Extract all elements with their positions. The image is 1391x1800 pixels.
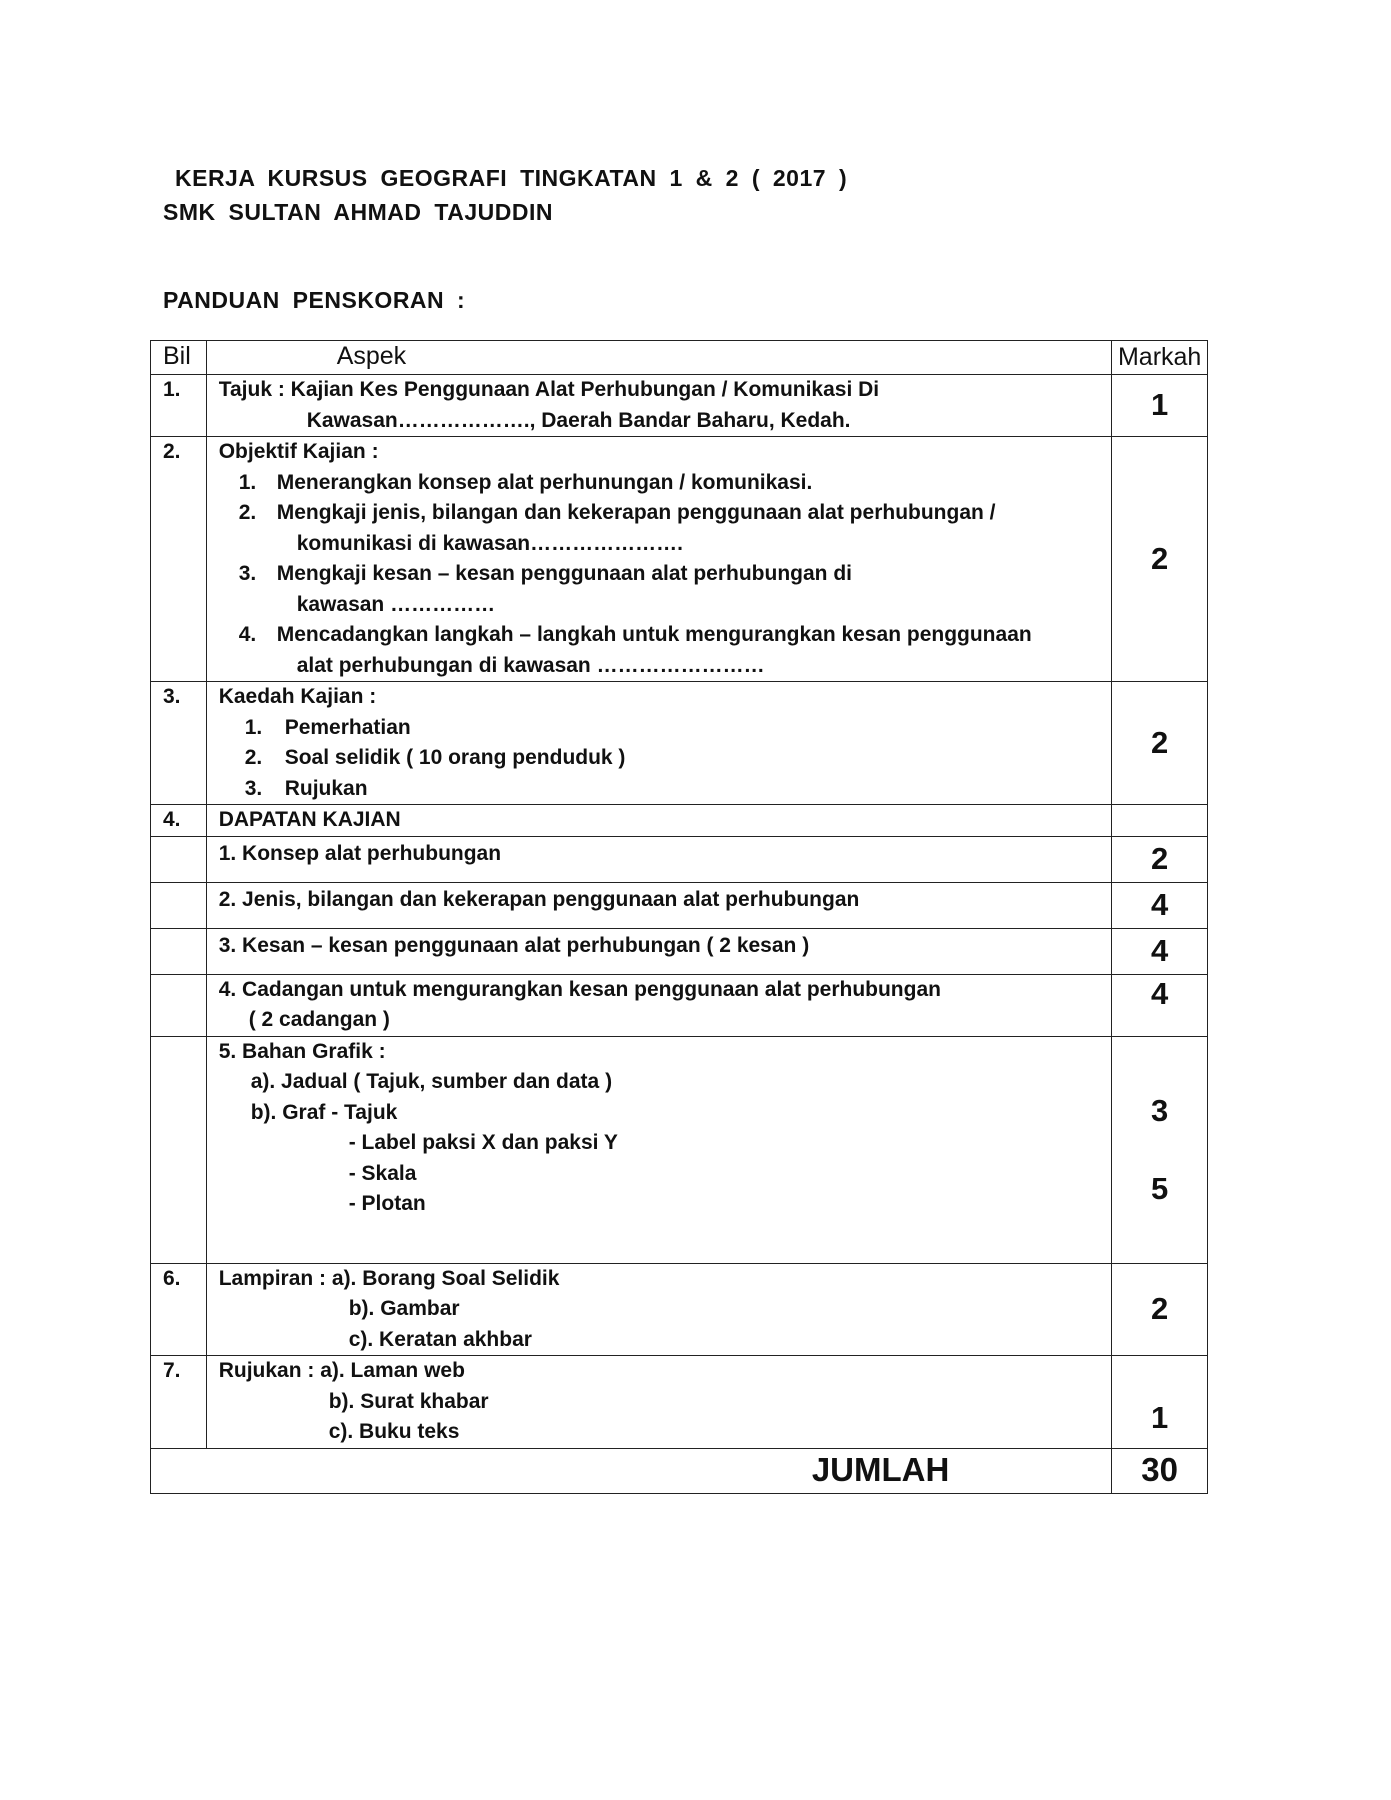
- row-mark: 5: [1151, 1170, 1169, 1206]
- row-number-empty: [151, 836, 207, 882]
- header-markah: Markah: [1112, 341, 1208, 375]
- row-number-empty: [151, 1036, 207, 1263]
- table-row: [151, 682, 1208, 805]
- row-number: 6.: [151, 1263, 207, 1356]
- aspect-line: ( 2 cadangan ): [248, 1008, 390, 1031]
- table-row: [151, 836, 1208, 882]
- row-mark: 2: [1112, 682, 1208, 805]
- document-title: KERJA KURSUS GEOGRAFI TINGKATAN 1 & 2 ( 2017 ): [175, 165, 848, 191]
- list-item-continuation: komunikasi di kawasan………………….: [296, 531, 683, 555]
- aspect-line: c). Keratan akhbar: [348, 1327, 532, 1351]
- list-item: 3. Rujukan: [244, 776, 368, 800]
- aspect-heading: Kaedah Kajian :: [218, 685, 377, 708]
- list-item: 2. Mengkaji jenis, bilangan dan kekerapan penggunaan alat perhubungan /: [238, 501, 996, 524]
- row-mark: 4: [1112, 928, 1208, 974]
- list-item: 3. Mengkaji kesan – kesan penggunaan alat perhubungan di: [238, 562, 852, 585]
- aspect-line: Rujukan : a). Laman web: [218, 1359, 465, 1382]
- aspect-line: 2. Jenis, bilangan dan kekerapan penggunaan alat perhubungan: [218, 887, 860, 911]
- row-aspect: [206, 1356, 1112, 1449]
- method-list: [219, 713, 1112, 805]
- row-number: 7.: [151, 1356, 207, 1449]
- row-mark-empty: [1112, 805, 1208, 837]
- aspect-line: Tajuk : Kajian Kes Penggunaan Alat Perhubungan / Komunikasi Di: [218, 378, 880, 401]
- row-number-empty: [151, 928, 207, 974]
- row-mark: 1: [1112, 1356, 1208, 1449]
- aspect-line: b). Surat khabar: [328, 1389, 489, 1413]
- row-mark: 2: [1112, 437, 1208, 682]
- row-number: 1.: [151, 375, 207, 437]
- header-bil: Bil: [151, 341, 207, 375]
- scoring-table: [150, 340, 1208, 1494]
- row-mark: 4: [1112, 882, 1208, 928]
- table-header-row: [151, 341, 1208, 375]
- row-aspect: [206, 974, 1112, 1036]
- objective-list: [219, 468, 1112, 682]
- table-row: [151, 882, 1208, 928]
- aspect-line: 1. Konsep alat perhubungan: [218, 841, 502, 865]
- row-mark: 2: [1112, 836, 1208, 882]
- aspect-heading: 5. Bahan Grafik :: [218, 1039, 386, 1063]
- row-aspect: [206, 882, 1112, 928]
- table-row: [151, 375, 1208, 437]
- aspect-line: a). Jadual ( Tajuk, sumber dan data ): [250, 1070, 613, 1093]
- aspect-line: b). Gambar: [348, 1297, 460, 1320]
- row-aspect: [206, 1036, 1112, 1263]
- aspect-line: 3. Kesan – kesan penggunaan alat perhubungan ( 2 kesan ): [218, 933, 810, 957]
- row-number-empty: [151, 882, 207, 928]
- row-mark: 3: [1151, 1092, 1169, 1128]
- row-mark: 2: [1112, 1263, 1208, 1356]
- row-number: 3.: [151, 682, 207, 805]
- table-row: [151, 928, 1208, 974]
- table-row: [151, 805, 1208, 837]
- aspect-line: Kawasan………………., Daerah Bandar Baharu, Kedah.: [306, 408, 851, 432]
- aspect-heading: Objektif Kajian :: [218, 440, 379, 463]
- total-row: [151, 1448, 1208, 1493]
- table-row: [151, 1356, 1208, 1449]
- table-row: [151, 1263, 1208, 1356]
- row-aspect: DAPATAN KAJIAN: [206, 805, 1112, 837]
- row-mark: 1: [1112, 375, 1208, 437]
- row-aspect: [206, 437, 1112, 682]
- aspect-line: c). Buku teks: [328, 1420, 460, 1443]
- row-number: 4.: [151, 805, 207, 837]
- aspect-line: Lampiran : a). Borang Soal Selidik: [218, 1266, 560, 1290]
- list-item-continuation: alat perhubungan di kawasan ……………………: [296, 653, 765, 677]
- row-number-empty: [151, 974, 207, 1036]
- list-item: 1. Menerangkan konsep alat perhunungan / komunikasi.: [238, 470, 813, 494]
- total-label: JUMLAH: [151, 1448, 1112, 1493]
- aspect-line: - Skala: [348, 1161, 417, 1185]
- aspect-line: 4. Cadangan untuk mengurangkan kesan penggunaan alat perhubungan: [218, 977, 941, 1001]
- table-row: [151, 1036, 1208, 1263]
- list-item-continuation: kawasan ……………: [296, 592, 496, 616]
- row-mark-group: [1112, 1036, 1208, 1263]
- row-aspect: [206, 1263, 1112, 1356]
- table-row: [151, 437, 1208, 682]
- header-aspek: Aspek: [206, 341, 1112, 375]
- total-value: 30: [1112, 1448, 1208, 1493]
- list-item: 4. Mencadangkan langkah – langkah untuk mengurangkan kesan penggunaan: [238, 623, 1032, 646]
- aspect-line: - Label paksi X dan paksi Y: [348, 1131, 618, 1154]
- row-mark: 4: [1112, 974, 1208, 1036]
- row-number: 2.: [151, 437, 207, 682]
- row-aspect: [206, 928, 1112, 974]
- list-item: 2. Soal selidik ( 10 orang penduduk ): [244, 746, 626, 769]
- row-aspect: [206, 375, 1112, 437]
- aspect-line: - Plotan: [348, 1192, 426, 1215]
- aspect-line: b). Graf - Tajuk: [250, 1100, 398, 1124]
- row-aspect: [206, 682, 1112, 805]
- list-item: 1. Pemerhatian: [244, 715, 411, 739]
- section-heading: PANDUAN PENSKORAN :: [163, 287, 466, 313]
- table-row: [151, 974, 1208, 1036]
- row-aspect: [206, 836, 1112, 882]
- school-name: SMK SULTAN AHMAD TAJUDDIN: [163, 199, 553, 225]
